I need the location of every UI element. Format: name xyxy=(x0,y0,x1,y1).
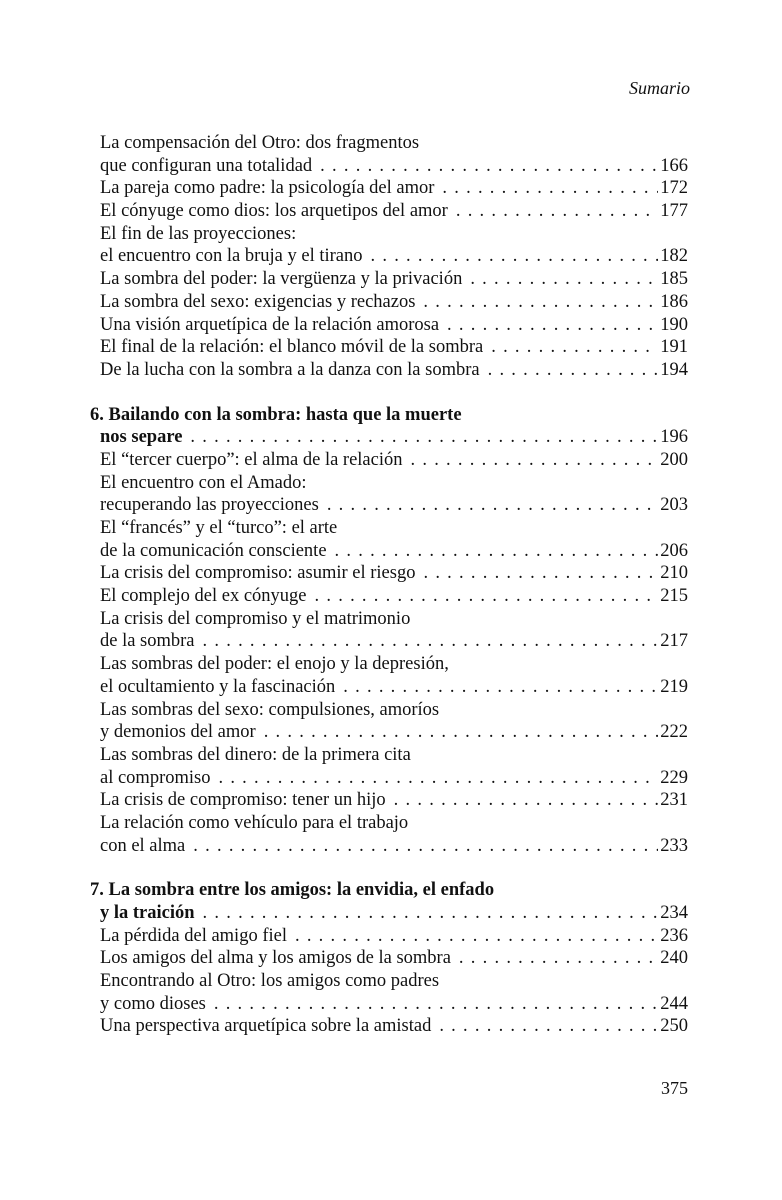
toc-entry xyxy=(90,314,688,337)
dot-leader xyxy=(394,789,659,812)
toc-page-number: 185 xyxy=(660,269,688,290)
toc-entry-title: El “tercer cuerpo”: el alma de la relación xyxy=(100,449,403,470)
toc-page-number: 244 xyxy=(660,993,688,1014)
dot-leader xyxy=(264,721,659,744)
chapter-heading-entry xyxy=(90,426,688,449)
toc-entry xyxy=(90,789,688,812)
chapter-heading: 6. Bailando con la sombra: hasta que la muerte xyxy=(90,404,462,425)
dot-leader xyxy=(193,835,658,858)
dot-leader xyxy=(203,902,659,925)
toc-entry xyxy=(90,993,688,1016)
toc-entry-title: El final de la relación: el blanco móvil de la sombra xyxy=(100,337,484,358)
toc-page-number: 250 xyxy=(660,1016,688,1037)
toc-page-number: 177 xyxy=(660,201,688,222)
running-head: Sumario xyxy=(628,78,690,98)
toc-entry-title: que configuran una totalidad xyxy=(100,155,313,176)
dot-leader xyxy=(411,449,659,472)
toc-page-number: 166 xyxy=(660,155,688,176)
dot-leader xyxy=(335,540,659,563)
dot-leader xyxy=(447,314,658,337)
toc-entry xyxy=(90,947,688,970)
toc-entry-title: y demonios del amor xyxy=(100,722,256,743)
table-of-contents xyxy=(90,132,688,1038)
toc-entry-title: Una perspectiva arquetípica sobre la amistad xyxy=(100,1016,432,1037)
toc-entry-line: La compensación del Otro: dos fragmentos xyxy=(100,133,420,153)
toc-entry-line: La relación como vehículo para el trabajo xyxy=(100,812,409,833)
toc-entry xyxy=(90,767,688,790)
toc-page-number: 194 xyxy=(660,359,688,380)
toc-entry xyxy=(90,359,688,382)
toc-entry-line: Encontrando al Otro: los amigos como padres xyxy=(100,971,440,992)
toc-page-number: 219 xyxy=(660,676,688,697)
toc-page-number: 215 xyxy=(660,586,688,607)
toc-page-number: 240 xyxy=(660,948,688,969)
toc-entry-title: recuperando las proyecciones xyxy=(100,495,319,516)
toc-entry-title: La sombra del sexo: exigencias y rechazos xyxy=(100,291,416,312)
dot-leader xyxy=(470,268,658,291)
toc-entry-title: La pareja como padre: la psicología del amor xyxy=(100,178,435,199)
toc-page-number: 234 xyxy=(660,903,688,923)
toc-entry xyxy=(90,540,688,563)
dot-leader xyxy=(442,177,658,200)
toc-entry xyxy=(90,245,688,268)
dot-leader xyxy=(218,767,658,790)
dot-leader xyxy=(214,993,658,1016)
dot-leader xyxy=(439,1015,658,1038)
toc-entry-line: El encuentro con el Amado: xyxy=(100,472,307,493)
toc-entry-title: La crisis del compromiso: asumir el riesgo xyxy=(100,563,416,584)
toc-entry-line: La crisis del compromiso y el matrimonio xyxy=(100,608,411,629)
toc-entry xyxy=(90,630,688,653)
toc-entry xyxy=(90,155,688,178)
toc-entry-title: el encuentro con la bruja y el tirano xyxy=(100,246,363,267)
toc-entry-title: de la sombra xyxy=(100,631,195,652)
toc-page-number: 231 xyxy=(660,790,688,811)
dot-leader xyxy=(423,562,658,585)
toc-page-number: 182 xyxy=(660,246,688,267)
toc-page-number: 217 xyxy=(660,631,688,652)
toc-entry-line: Las sombras del dinero: de la primera cita xyxy=(100,744,411,765)
toc-page-number: 206 xyxy=(660,540,688,561)
toc-page-number: 222 xyxy=(660,722,688,743)
toc-entry xyxy=(90,200,688,223)
dot-leader xyxy=(320,155,658,178)
toc-entry-title: y como dioses xyxy=(100,993,206,1014)
chapter-heading-title: nos separe xyxy=(100,427,183,448)
toc-page-number: 233 xyxy=(660,835,688,856)
toc-page-number: 236 xyxy=(660,925,688,946)
toc-page-number: 210 xyxy=(660,563,688,584)
toc-entry xyxy=(90,1015,688,1038)
toc-entry xyxy=(90,721,688,744)
dot-leader xyxy=(203,630,659,653)
toc-entry xyxy=(90,925,688,948)
toc-page-number: 186 xyxy=(660,291,688,312)
toc-entry-line: Las sombras del poder: el enojo y la depresión, xyxy=(100,654,449,675)
chapter-heading: 7. La sombra entre los amigos: la envidia, el enfado xyxy=(90,880,495,901)
toc-page-number: 203 xyxy=(660,495,688,516)
chapter-heading-entry xyxy=(90,902,688,925)
toc-entry-title: el ocultamiento y la fascinación xyxy=(100,676,336,697)
toc-entry xyxy=(90,585,688,608)
dot-leader xyxy=(315,585,659,608)
toc-entry-title: La sombra del poder: la vergüenza y la privación xyxy=(100,269,463,290)
toc-entry-line: Las sombras del sexo: compulsiones, amoríos xyxy=(100,699,440,720)
dot-leader xyxy=(459,947,658,970)
dot-leader xyxy=(343,676,658,699)
dot-leader xyxy=(491,336,658,359)
dot-leader xyxy=(327,494,658,517)
toc-entry-line: El fin de las proyecciones: xyxy=(100,223,297,244)
toc-page-number: 196 xyxy=(660,427,688,448)
toc-entry xyxy=(90,177,688,200)
toc-entry-title: al compromiso xyxy=(100,767,211,788)
toc-entry-title: Una visión arquetípica de la relación amorosa xyxy=(100,314,440,335)
toc-entry xyxy=(90,835,688,858)
chapter-heading-title: y la traición xyxy=(100,903,195,923)
toc-entry-title: El complejo del ex cónyuge xyxy=(100,586,307,607)
toc-entry-line: El “francés” y el “turco”: el arte xyxy=(100,518,338,538)
section-gap xyxy=(90,857,688,879)
dot-leader xyxy=(488,359,659,382)
section-gap xyxy=(90,382,688,404)
toc-entry-title: El cónyuge como dios: los arquetipos del amor xyxy=(100,201,448,222)
toc-page-number: 190 xyxy=(660,314,688,335)
dot-leader xyxy=(423,291,658,314)
toc-entry xyxy=(90,449,688,472)
toc-entry-title: La pérdida del amigo fiel xyxy=(100,925,287,946)
toc-page-number: 191 xyxy=(660,337,688,358)
page-number: 375 xyxy=(661,1078,688,1098)
toc-entry-title: de la comunicación consciente xyxy=(100,540,327,561)
dot-leader xyxy=(456,200,658,223)
dot-leader xyxy=(190,426,658,449)
toc-entry xyxy=(90,268,688,291)
toc-page-number: 172 xyxy=(660,178,688,199)
toc-page-number: 200 xyxy=(660,449,688,470)
toc-page-number: 229 xyxy=(660,767,688,788)
toc-entry-title: con el alma xyxy=(100,835,186,856)
dot-leader xyxy=(371,245,659,268)
toc-entry-title: La crisis de compromiso: tener un hijo xyxy=(100,790,386,811)
toc-entry-title: De la lucha con la sombra a la danza con la sombra xyxy=(100,359,480,380)
toc-entry xyxy=(90,336,688,359)
toc-entry-title: Los amigos del alma y los amigos de la sombra xyxy=(100,948,451,969)
dot-leader xyxy=(295,925,658,948)
toc-entry xyxy=(90,291,688,314)
toc-entry xyxy=(90,562,688,585)
toc-entry xyxy=(90,494,688,517)
toc-entry xyxy=(90,676,688,699)
